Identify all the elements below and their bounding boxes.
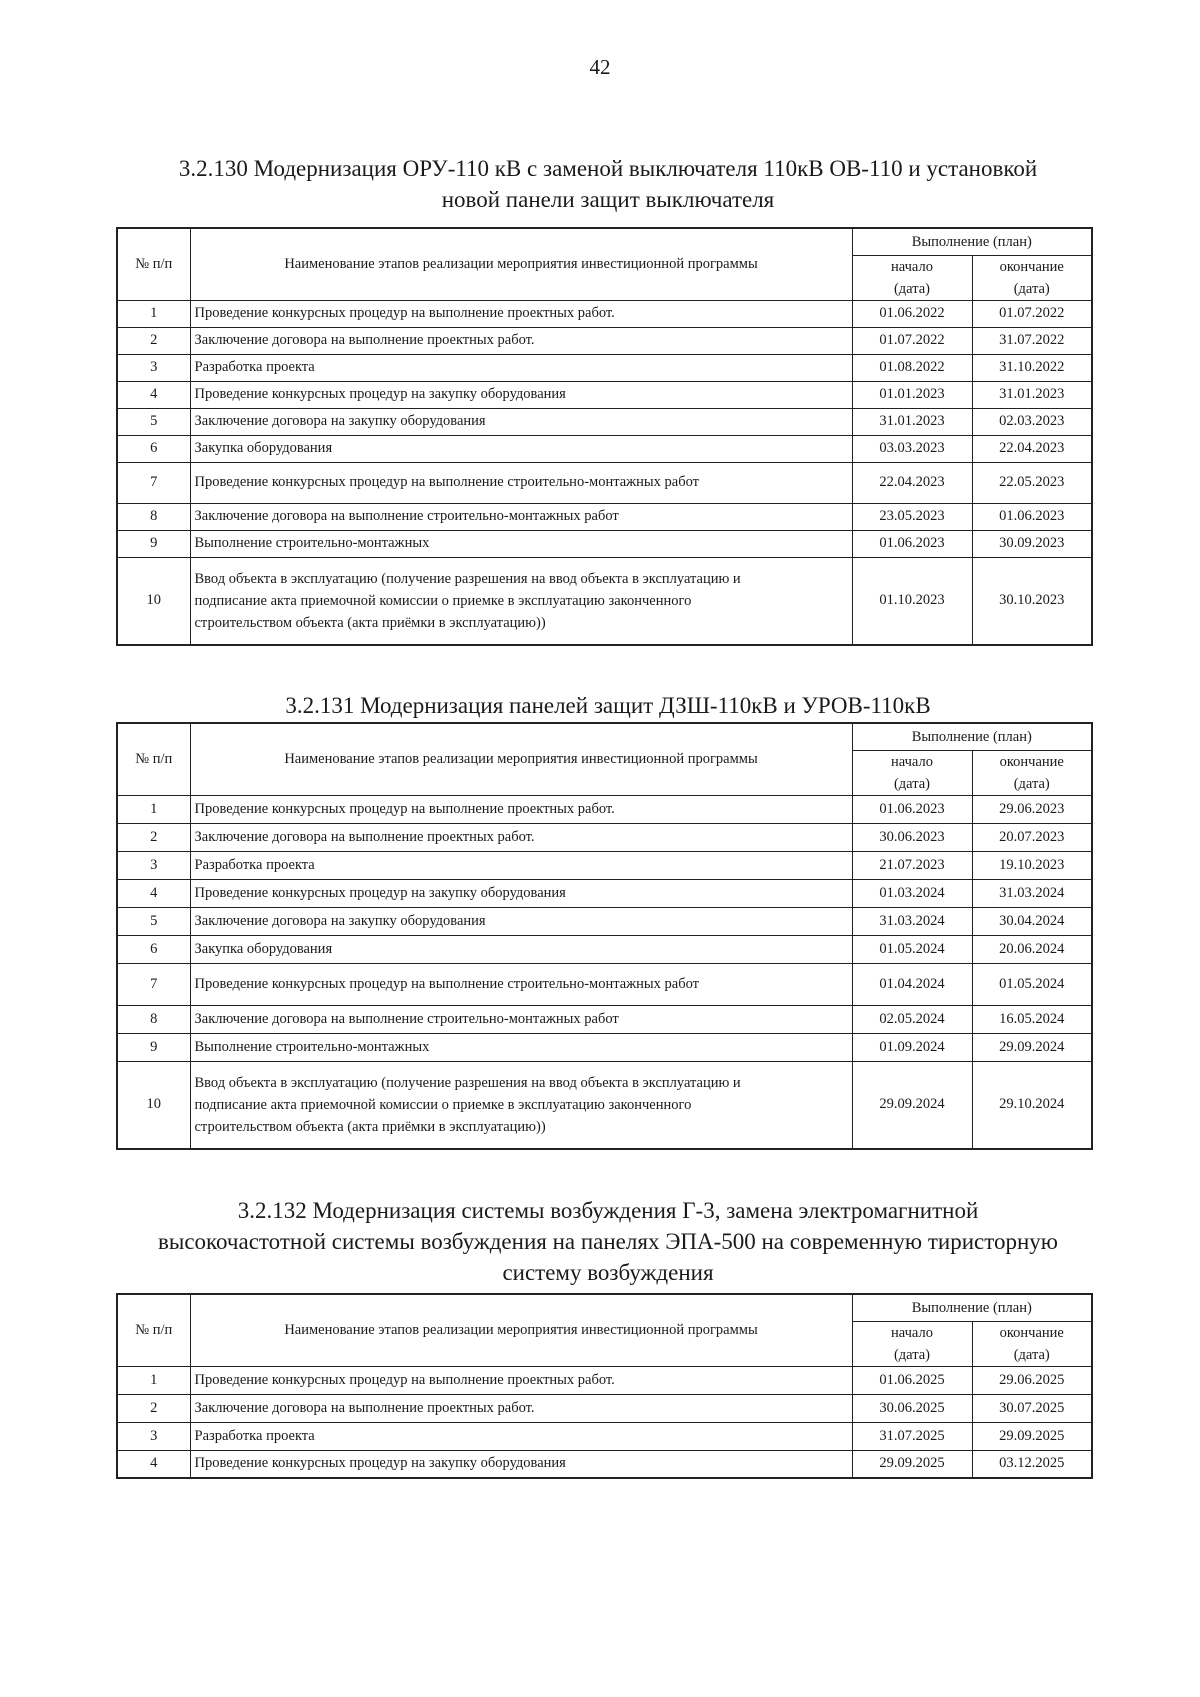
table-row: 10 Ввод объекта в эксплуатацию (получение разрешения на ввод объекта в эксплуатацию и подписание акта приемочной комиссии о приемке в эксплуатацию законченного строительством объекта (акта приёмки в эксплуатацию)) 29.09.2024 29.10.2024 [117,1061,1092,1149]
section-title-line: высокочастотной системы возбуждения на панелях ЭПА-500 на современную тиристорную [158,1229,1058,1254]
header-num: № п/п [117,228,190,300]
header-start: начало (дата) [852,750,972,795]
table-row: 1 Проведение конкурсных процедур на выполнение проектных работ. 01.06.2022 01.07.2022 [117,300,1092,327]
section-title-line: 3.2.131 Модернизация панелей защит ДЗШ-110кВ и УРОВ-110кВ [285,693,931,718]
section-title-131 [116,690,1100,721]
table-row: 3 Разработка проекта 21.07.2023 19.10.2023 [117,851,1092,879]
table-row: 8 Заключение договора на выполнение строительно-монтажных работ 02.05.2024 16.05.2024 [117,1005,1092,1033]
table-row: 5 Заключение договора на закупку оборудования 31.01.2023 02.03.2023 [117,408,1092,435]
table-row: 9 Выполнение строительно-монтажных 01.06.2023 30.09.2023 [117,530,1092,557]
table-row: 3 Разработка проекта 01.08.2022 31.10.2022 [117,354,1092,381]
section-title-line: 3.2.130 Модернизация ОРУ-110 кВ с заменой выключателя 110кВ ОВ-110 и установкой [178,156,1038,181]
header-num: № п/п [117,1294,190,1366]
table-row: 6 Закупка оборудования 01.05.2024 20.06.2024 [117,935,1092,963]
table-row: 3 Разработка проекта 31.07.2025 29.09.2025 [117,1422,1092,1450]
header-end: окончание (дата) [972,1321,1092,1366]
plan-table-130 [116,227,1093,646]
header-execution: Выполнение (план) [852,228,1092,255]
table-row: 4 Проведение конкурсных процедур на закупку оборудования 29.09.2025 03.12.2025 [117,1450,1092,1478]
section-title-line: 3.2.132 Модернизация системы возбуждения Г-3, замена электромагнитной [237,1198,979,1223]
page-number: 42 [589,55,611,79]
header-name: Наименование этапов реализации мероприятия инвестиционной программы [190,723,852,795]
plan-table-132 [116,1293,1093,1479]
header-execution: Выполнение (план) [852,723,1092,750]
header-start: начало (дата) [852,1321,972,1366]
section-title-132 [116,1195,1100,1288]
header-name: Наименование этапов реализации мероприятия инвестиционной программы [190,1294,852,1366]
header-end: окончание (дата) [972,750,1092,795]
table-row: 8 Заключение договора на выполнение строительно-монтажных работ 23.05.2023 01.06.2023 [117,503,1092,530]
header-start: начало (дата) [852,255,972,300]
header-execution: Выполнение (план) [852,1294,1092,1321]
section-title-line: новой панели защит выключателя [441,187,775,212]
section-title-130 [116,153,1100,215]
header-num: № п/п [117,723,190,795]
header-name: Наименование этапов реализации мероприятия инвестиционной программы [190,228,852,300]
table-row: 5 Заключение договора на закупку оборудования 31.03.2024 30.04.2024 [117,907,1092,935]
table-row: 7 Проведение конкурсных процедур на выполнение строительно-монтажных работ 01.04.2024 01.05.2024 [117,963,1092,1005]
table-row: 2 Заключение договора на выполнение проектных работ. 30.06.2023 20.07.2023 [117,823,1092,851]
table-row: 2 Заключение договора на выполнение проектных работ. 01.07.2022 31.07.2022 [117,327,1092,354]
plan-table-131 [116,722,1093,1150]
table-row: 4 Проведение конкурсных процедур на закупку оборудования 01.03.2024 31.03.2024 [117,879,1092,907]
section-title-line: систему возбуждения [502,1260,714,1285]
table-row: 9 Выполнение строительно-монтажных 01.09.2024 29.09.2024 [117,1033,1092,1061]
table-row: 4 Проведение конкурсных процедур на закупку оборудования 01.01.2023 31.01.2023 [117,381,1092,408]
header-end: окончание (дата) [972,255,1092,300]
table-row: 7 Проведение конкурсных процедур на выполнение строительно-монтажных работ 22.04.2023 22.05.2023 [117,462,1092,503]
table-row: 1 Проведение конкурсных процедур на выполнение проектных работ. 01.06.2023 29.06.2023 [117,795,1092,823]
table-row: 10 Ввод объекта в эксплуатацию (получение разрешения на ввод объекта в эксплуатацию и подписание акта приемочной комиссии о приемке в эксплуатацию законченного строительством объекта (акта приёмки в эксплуатацию)) 01.10.2023 30.10.2023 [117,557,1092,645]
table-row: 6 Закупка оборудования 03.03.2023 22.04.2023 [117,435,1092,462]
table-row: 1 Проведение конкурсных процедур на выполнение проектных работ. 01.06.2025 29.06.2025 [117,1366,1092,1394]
table-row: 2 Заключение договора на выполнение проектных работ. 30.06.2025 30.07.2025 [117,1394,1092,1422]
